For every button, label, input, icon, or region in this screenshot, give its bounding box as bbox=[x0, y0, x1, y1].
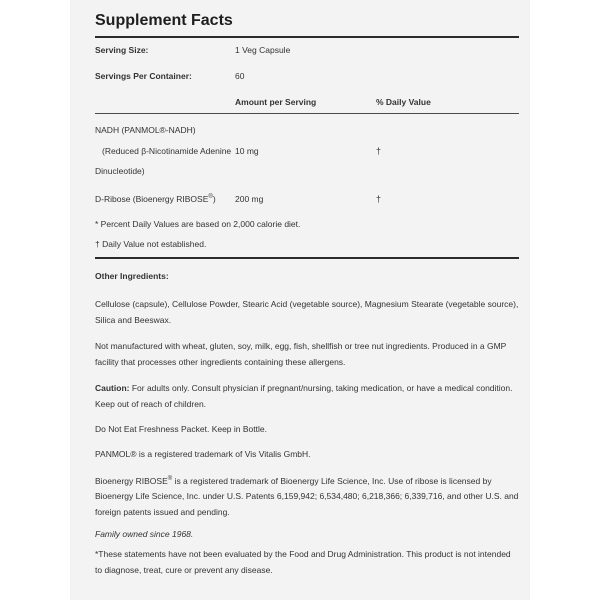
ribose-trademark: Bioenergy RIBOSE® is a registered trademark of Bioenergy Life Science, Inc. Use of ribose is licensed by Bioenergy Life Science, Inc. under U.S. Patents 6,159,942; 6,534,480; 6,218,366; 6,339,716, and other U.S. and foreign patents issued and pending. bbox=[95, 475, 519, 517]
header-divider bbox=[95, 113, 519, 114]
footnote-percent: * Percent Daily Values are based on 2,000 calorie diet. bbox=[95, 219, 301, 229]
fda-disclaimer: *These statements have not been evaluated by the Food and Drug Administration. This product is not intended to diagnose, treat, cure or prevent any disease. bbox=[95, 549, 511, 575]
ingredient-nadh-desc: (Reduced β-Nicotinamide Adenine bbox=[102, 146, 232, 156]
other-ingredients-list: Cellulose (capsule), Cellulose Powder, Stearic Acid (vegetable source), Magnesium Stearate (vegetable source), Silica and Beeswax. bbox=[95, 299, 519, 325]
ingredient-nadh-desc-cont: Dinucleotide) bbox=[95, 166, 145, 176]
supplement-facts-panel bbox=[70, 0, 530, 600]
servings-per-container-value: 60 bbox=[235, 71, 245, 81]
family-owned: Family owned since 1968. bbox=[95, 529, 194, 539]
ingredient-ribose-dv: † bbox=[376, 194, 382, 204]
ingredient-nadh: NADH (PANMOL®-NADH) bbox=[95, 125, 196, 135]
title-divider bbox=[95, 36, 519, 38]
ingredient-nadh-amount: 10 mg bbox=[235, 146, 259, 156]
caution-statement: Caution: For adults only. Consult physician if pregnant/nursing, taking medication, or have a medical condition. Keep out of reach of children. bbox=[95, 383, 513, 409]
panmol-trademark: PANMOL® is a registered trademark of Vis Vitalis GmbH. bbox=[95, 449, 311, 459]
serving-size-value: 1 Veg Capsule bbox=[235, 45, 291, 55]
panel-title: Supplement Facts bbox=[95, 12, 233, 29]
footnote-dagger: † Daily Value not established. bbox=[95, 239, 207, 249]
serving-size-label: Serving Size: bbox=[95, 45, 149, 55]
freshness-statement: Do Not Eat Freshness Packet. Keep in Bottle. bbox=[95, 424, 267, 434]
amount-header: Amount per Serving bbox=[235, 97, 317, 107]
allergen-statement: Not manufactured with wheat, gluten, soy, milk, egg, fish, shellfish or tree nut ingredients. Produced in a GMP facility that processes other ingredients containing these allergens. bbox=[95, 341, 507, 367]
ingredient-ribose-amount: 200 mg bbox=[235, 194, 264, 204]
dv-header: % Daily Value bbox=[376, 97, 431, 107]
other-ingredients-heading: Other Ingredients: bbox=[95, 271, 169, 281]
servings-per-container-label: Servings Per Container: bbox=[95, 71, 192, 81]
facts-bottom-divider bbox=[95, 257, 519, 259]
ingredient-ribose: D-Ribose (Bioenergy RIBOSE®) bbox=[95, 193, 216, 204]
ingredient-nadh-dv: † bbox=[376, 146, 382, 156]
